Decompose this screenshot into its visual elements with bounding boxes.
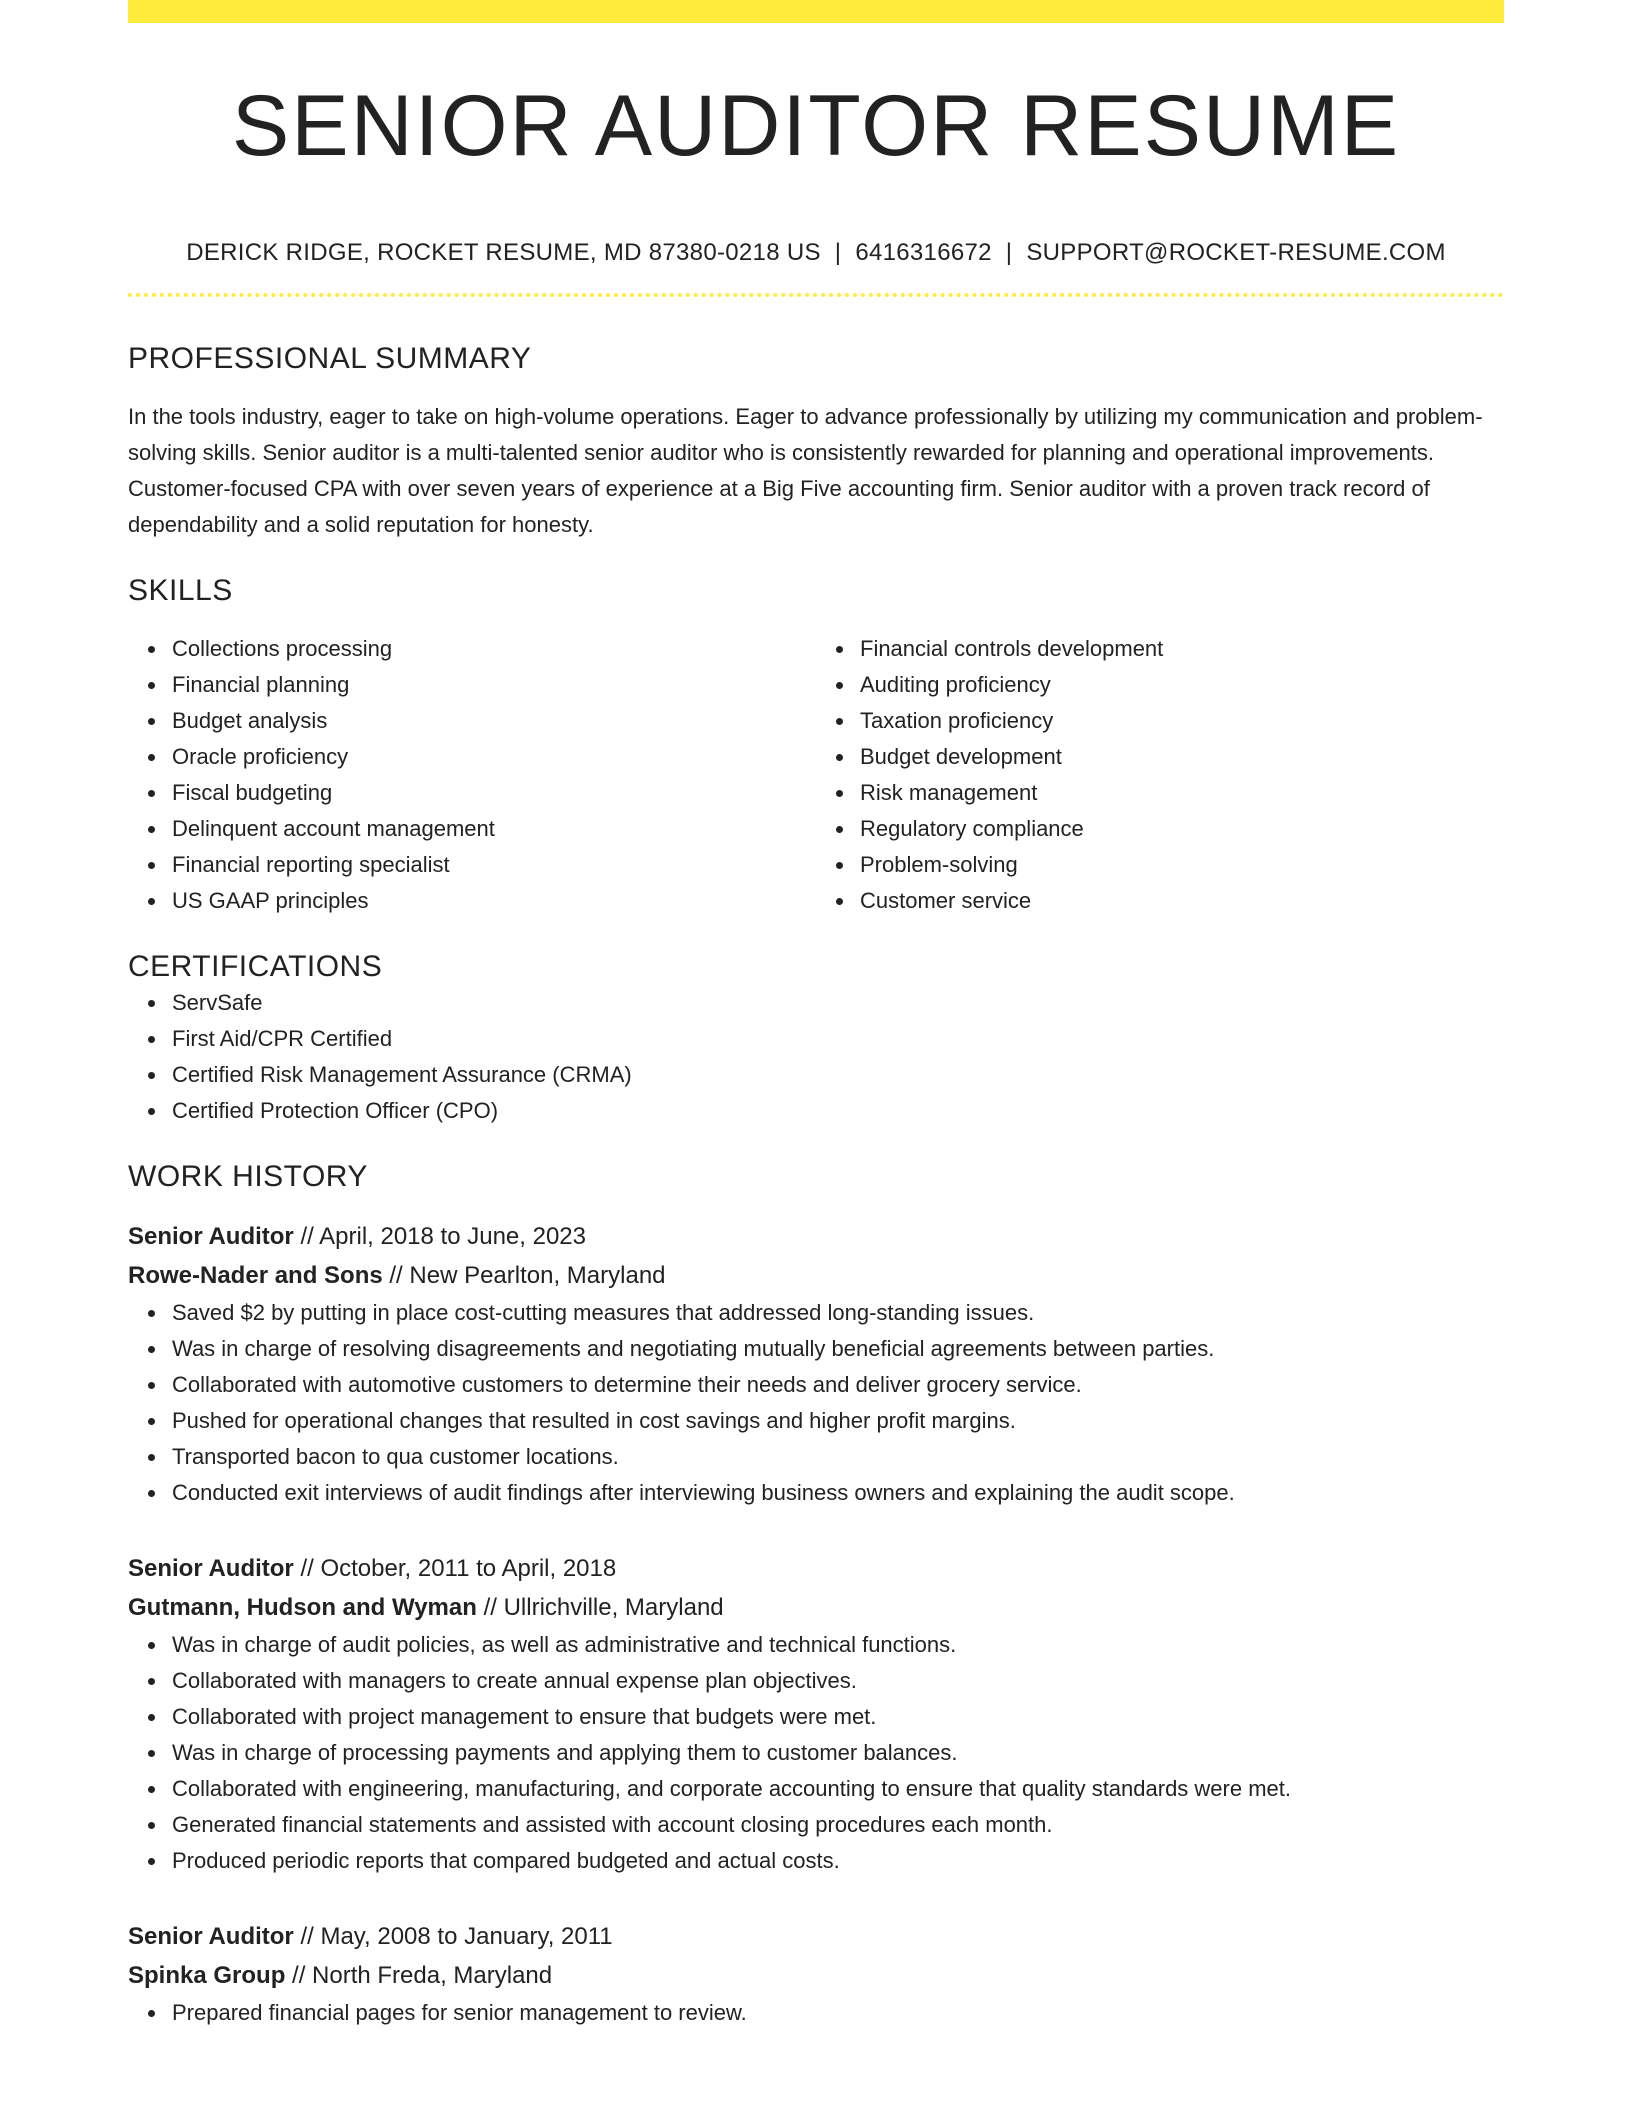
job-dates: // April, 2018 to June, 2023 <box>300 1223 586 1250</box>
job-duty: Conducted exit interviews of audit findings after interviewing business owners and explaining the audit scope. <box>172 1475 1504 1511</box>
summary-text: In the tools industry, eager to take on high-volume operations. Eager to advance professionally by utilizing my communication and problem-solving skills. Senior auditor is a multi-talented senior auditor who is consistently rewarded for planning and operational improvements. Customer-focused CPA with over seven years of experience at a Big Five accounting firm. Senior auditor with a proven track record of dependability and a solid reputation for honesty. <box>128 404 1483 537</box>
work-history-heading: WORK HISTORY <box>128 1160 368 1193</box>
contact-info <box>128 238 1504 268</box>
job-duties <box>128 1295 1504 1511</box>
job-title-line <box>128 1917 1504 1956</box>
certification-item: ServSafe <box>172 985 1504 1021</box>
contact-separator: | <box>1005 239 1013 266</box>
skills-grid <box>128 631 1504 919</box>
job-entry <box>128 1549 1504 1879</box>
skill-item: Budget development <box>860 739 1504 775</box>
skill-item: Problem-solving <box>860 847 1504 883</box>
certifications-list <box>128 985 1504 1129</box>
top-accent-bar <box>128 0 1504 23</box>
job-entry <box>128 1917 1504 2031</box>
resume-page <box>128 0 1504 2031</box>
job-title: Senior Auditor <box>128 1923 294 1950</box>
job-location: // Ullrichville, Maryland <box>483 1594 724 1621</box>
job-title-line <box>128 1549 1504 1588</box>
job-title-line <box>128 1217 1504 1256</box>
skill-item: Budget analysis <box>172 703 816 739</box>
job-duty: Generated financial statements and assisted with account closing procedures each month. <box>172 1807 1504 1843</box>
certification-item: Certified Risk Management Assurance (CRMA) <box>172 1057 1504 1093</box>
job-company-line <box>128 1256 1504 1295</box>
certification-item: Certified Protection Officer (CPO) <box>172 1093 1504 1129</box>
job-location: // New Pearlton, Maryland <box>389 1262 666 1289</box>
job-company: Rowe-Nader and Sons <box>128 1262 383 1289</box>
skills-heading: SKILLS <box>128 574 233 607</box>
contact-separator: | <box>834 239 842 266</box>
skills-list-left <box>128 631 816 919</box>
skill-item: Oracle proficiency <box>172 739 816 775</box>
skills-list-right <box>816 631 1504 919</box>
job-duty: Produced periodic reports that compared budgeted and actual costs. <box>172 1843 1504 1879</box>
job-duty: Was in charge of processing payments and applying them to customer balances. <box>172 1735 1504 1771</box>
certifications-heading: CERTIFICATIONS <box>128 950 383 983</box>
skill-item: Customer service <box>860 883 1504 919</box>
job-duty: Prepared financial pages for senior management to review. <box>172 1995 1504 2031</box>
skill-item: Collections processing <box>172 631 816 667</box>
job-duty: Collaborated with engineering, manufacturing, and corporate accounting to ensure that quality standards were met. <box>172 1771 1504 1807</box>
contact-email: SUPPORT@ROCKET-RESUME.COM <box>1026 239 1446 266</box>
job-duties <box>128 1627 1504 1879</box>
job-duty: Pushed for operational changes that resulted in cost savings and higher profit margins. <box>172 1403 1504 1439</box>
job-title: Senior Auditor <box>128 1555 294 1582</box>
skill-item: Delinquent account management <box>172 811 816 847</box>
skill-item: Risk management <box>860 775 1504 811</box>
skill-item: US GAAP principles <box>172 883 816 919</box>
skill-item: Fiscal budgeting <box>172 775 816 811</box>
certification-item: First Aid/CPR Certified <box>172 1021 1504 1057</box>
job-entry <box>128 1217 1504 1511</box>
skill-item: Financial controls development <box>860 631 1504 667</box>
contact-address: DERICK RIDGE, ROCKET RESUME, MD 87380-0218 US <box>186 239 821 266</box>
skill-item: Auditing proficiency <box>860 667 1504 703</box>
job-title: Senior Auditor <box>128 1223 294 1250</box>
contact-phone: 6416316672 <box>855 239 992 266</box>
job-company: Spinka Group <box>128 1962 286 1989</box>
job-location: // North Freda, Maryland <box>292 1962 553 1989</box>
job-duty: Was in charge of audit policies, as well as administrative and technical functions. <box>172 1627 1504 1663</box>
resume-title: SENIOR AUDITOR RESUME <box>231 78 1401 174</box>
job-dates: // October, 2011 to April, 2018 <box>300 1555 617 1582</box>
job-company: Gutmann, Hudson and Wyman <box>128 1594 477 1621</box>
job-duty: Collaborated with project management to ensure that budgets were met. <box>172 1699 1504 1735</box>
job-dates: // May, 2008 to January, 2011 <box>300 1923 613 1950</box>
skill-item: Taxation proficiency <box>860 703 1504 739</box>
job-duty: Transported bacon to qua customer locations. <box>172 1439 1504 1475</box>
summary-heading: PROFESSIONAL SUMMARY <box>128 342 532 375</box>
job-duties <box>128 1995 1504 2031</box>
job-company-line <box>128 1588 1504 1627</box>
job-company-line <box>128 1956 1504 1995</box>
header-divider <box>128 293 1504 297</box>
skill-item: Financial planning <box>172 667 816 703</box>
job-duty: Collaborated with automotive customers to determine their needs and deliver grocery service. <box>172 1367 1504 1403</box>
skill-item: Financial reporting specialist <box>172 847 816 883</box>
job-duty: Saved $2 by putting in place cost-cutting measures that addressed long-standing issues. <box>172 1295 1504 1331</box>
job-duty: Collaborated with managers to create annual expense plan objectives. <box>172 1663 1504 1699</box>
job-duty: Was in charge of resolving disagreements and negotiating mutually beneficial agreements between parties. <box>172 1331 1504 1367</box>
skill-item: Regulatory compliance <box>860 811 1504 847</box>
